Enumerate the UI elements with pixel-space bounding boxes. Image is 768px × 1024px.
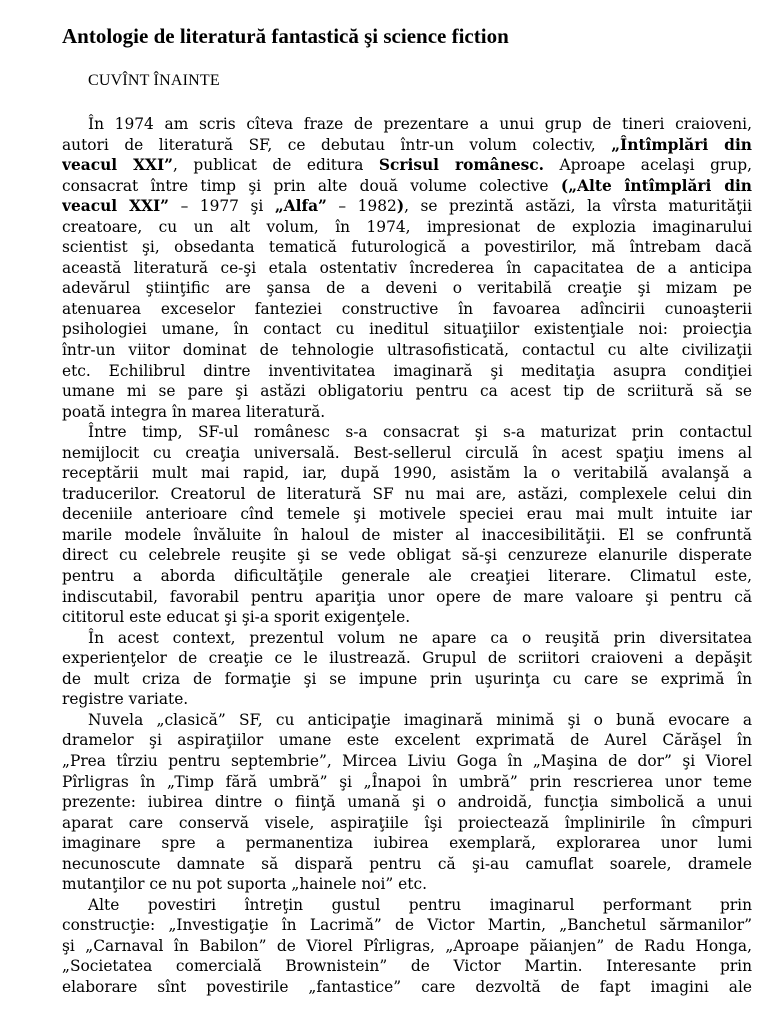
text-span: Pîrligras în „Timp fără umbră” şi „Înapoi în umbră” prin rescrierea unor teme (62, 772, 752, 791)
text-span: , publicat de editura (173, 156, 379, 175)
text-span: În acest context, prezentul volum ne apare ca o reuşită prin diversitatea (88, 628, 752, 647)
text-span: elaborare sînt povestirile „fantastice” care dezvoltă de fapt imagini ale (62, 977, 752, 996)
text-span: mutanţilor ce nu pot suporta „hainele noi” etc. (62, 875, 427, 894)
text-line (62, 833, 752, 854)
text-line (62, 443, 752, 464)
text-span: „Societatea comercială Brownistein” de Victor Martin. Interesante prin (62, 957, 752, 976)
text-line (62, 361, 752, 382)
text-span: traducerilor. Creatorul de literatură SF nu mai are, astăzi, complexele celui din (62, 484, 752, 503)
text-line (62, 258, 752, 279)
text-span: Nuvela „clasică” SF, cu anticipaţie imaginară minimă şi o bună evocare a (88, 710, 752, 729)
text-line (62, 936, 752, 957)
text-line (62, 792, 752, 813)
text-line (62, 628, 752, 649)
text-span: – 1982 (326, 197, 397, 216)
text-span: poată integra în marea literatură. (62, 402, 326, 421)
text-line (62, 319, 752, 340)
text-line (62, 402, 752, 423)
text-span: scientist şi, obsedanta tematică futurologică a povestirilor, mă întrebam dacă (62, 238, 752, 257)
text-line (62, 114, 752, 135)
text-line (62, 607, 752, 628)
text-span: Aproape acelaşi grup, (544, 156, 752, 175)
text-line (62, 566, 752, 587)
text-span: , se prezintă astăzi, la vîrsta maturităţii (404, 197, 752, 216)
text-line (62, 237, 752, 258)
text-line (62, 874, 752, 895)
paragraph (62, 114, 752, 422)
text-line (62, 340, 752, 361)
text-span: direct cu celebrele reuşite şi se vede obligat să-şi cenzureze elanurile disperate (62, 546, 752, 565)
text-line (62, 135, 752, 156)
text-line (62, 422, 752, 443)
text-span: imaginare spre a permanentiza iubirea exemplară, explorarea unor lumi (62, 834, 752, 853)
section-heading: CUVÎNT ÎNAINTE (88, 72, 220, 89)
bold-text-span: „Întîmplări din (611, 135, 752, 154)
text-line (62, 278, 752, 299)
text-line (62, 217, 752, 238)
text-line (62, 854, 752, 875)
paragraph (62, 895, 752, 998)
text-span: construcţie: „Investigaţie în Lacrimă” de Victor Martin, „Banchetul sărmanilor” (62, 916, 752, 935)
text-line (62, 772, 752, 793)
bold-text-span: „Alfa” (274, 197, 327, 216)
text-line (62, 484, 752, 505)
text-span: autori de literatură SF, ce debutau într-un volum colectiv, (62, 135, 612, 154)
text-span: Alte povestiri întreţin gustul pentru imaginarul performant prin (88, 895, 752, 914)
text-line (62, 176, 752, 197)
text-span: receptării mult mai rapid, iar, după 1990, asistăm la o veritabilă avalanşă a (62, 464, 752, 483)
text-line (62, 669, 752, 690)
bold-text-span: veacul XXI” (62, 197, 170, 216)
bold-text-span: veacul XXI” (62, 156, 174, 175)
text-span: atenuarea exceselor fanteziei constructive în favoarea adîncirii cunoaşterii (62, 299, 752, 318)
text-span: nemijlocit cu creaţia universală. Best-sellerul circulă în acest spaţiu imens al (62, 443, 752, 462)
bold-text-span: Scrisul românesc. (378, 156, 545, 175)
text-line (62, 155, 752, 176)
text-line (62, 915, 752, 936)
text-line (62, 689, 752, 710)
text-line (62, 299, 752, 320)
text-span: necunoscute damnate să dispară pentru că şi-au camuflat soarele, dramele (62, 854, 752, 873)
text-span: de mult criza de formaţie şi se impune prin uşurinţa cu care se exprimă în (62, 669, 752, 688)
text-line (62, 463, 752, 484)
page-title: Antologie de literatură fantastică şi science fiction (62, 24, 509, 48)
text-span: creatoare, cu un alt volum, în 1974, impresionat de explozia imaginarului (62, 217, 752, 236)
text-span: „Prea tîrziu pentru septembrie”, Mircea Liviu Goga în „Maşina de dor” şi Viorel (62, 751, 752, 770)
text-line (62, 525, 752, 546)
text-line (62, 977, 752, 998)
text-span: această literatură ce-şi etala ostentativ încrederea în capacitatea de a anticipa (62, 258, 752, 277)
text-span: pentru a aborda dificultăţile generale ale creaţiei literare. Climatul este, (62, 567, 752, 586)
text-line (62, 381, 752, 402)
text-span: într-un viitor dominat de tehnologie ultrasofisticată, contactul cu alte civilizaţii (62, 341, 752, 360)
text-line (62, 710, 752, 731)
text-span: deceniile anterioare cînd temele şi motivele speciei erau mai mult intuite iar (62, 505, 752, 524)
text-span: cititorul este educat şi şi-a sporit exigenţele. (62, 608, 411, 627)
text-line (62, 196, 752, 217)
text-line (62, 751, 752, 772)
text-line (62, 504, 752, 525)
paragraph (62, 422, 752, 627)
text-line (62, 587, 752, 608)
text-span: – 1977 şi (169, 197, 275, 216)
text-line (62, 730, 752, 751)
text-line (62, 545, 752, 566)
text-span: prezente: iubirea dintre o fiinţă umană şi o androidă, funcţia simbolică a unui (62, 793, 752, 812)
text-span: umane mi se pare şi astăzi obligatoriu pentru ca acest tip de scriitură să se (62, 382, 752, 401)
text-span: registre variate. (62, 690, 189, 709)
text-span: dramelor şi aspiraţiilor umane este excelent exprimată de Aurel Cărăşel în (62, 731, 752, 750)
bold-text-span: ) (396, 197, 405, 216)
text-span: psihologiei umane, în contact cu ineditul situaţiilor existenţiale noi: proiecţia (62, 320, 752, 339)
paragraph (62, 628, 752, 710)
text-span: În 1974 am scris cîteva fraze de prezentare a unui grup de tineri craioveni, (88, 115, 752, 133)
text-span: experienţelor de creaţie ce le ilustrează. Grupul de scriitori craioveni a depăşit (62, 649, 752, 668)
text-span: adevărul ştiinţific are şansa de a deveni o veritabilă creaţie şi mizam pe (62, 279, 752, 298)
text-span: aparat care conservă visele, aspiraţiile îşi proiectează împlinirile în cîmpuri (62, 813, 752, 832)
text-line (62, 895, 752, 916)
text-line (62, 956, 752, 977)
text-span: indiscutabil, favorabil pentru apariţia unor opere de mare valoare şi pentru că (62, 587, 752, 606)
paragraph (62, 710, 752, 895)
body-text (62, 114, 752, 998)
text-span: Între timp, SF-ul românesc s-a consacrat şi s-a maturizat prin contactul (88, 423, 752, 442)
text-line (62, 648, 752, 669)
bold-text-span: („Alte întîmplări din (560, 176, 752, 195)
text-span: etc. Echilibrul dintre inventivitatea imaginară şi meditaţia asupra condiţiei (62, 361, 752, 380)
text-span: consacrat între timp şi prin alte două volume colective (62, 176, 561, 195)
text-span: şi „Carnaval în Babilon” de Viorel Pîrligras, „Aproape păianjen” de Radu Honga, (62, 936, 752, 955)
text-span: marile modele învăluite în haloul de mister al inaccesibilităţii. El se confruntă (62, 525, 752, 544)
text-line (62, 813, 752, 834)
